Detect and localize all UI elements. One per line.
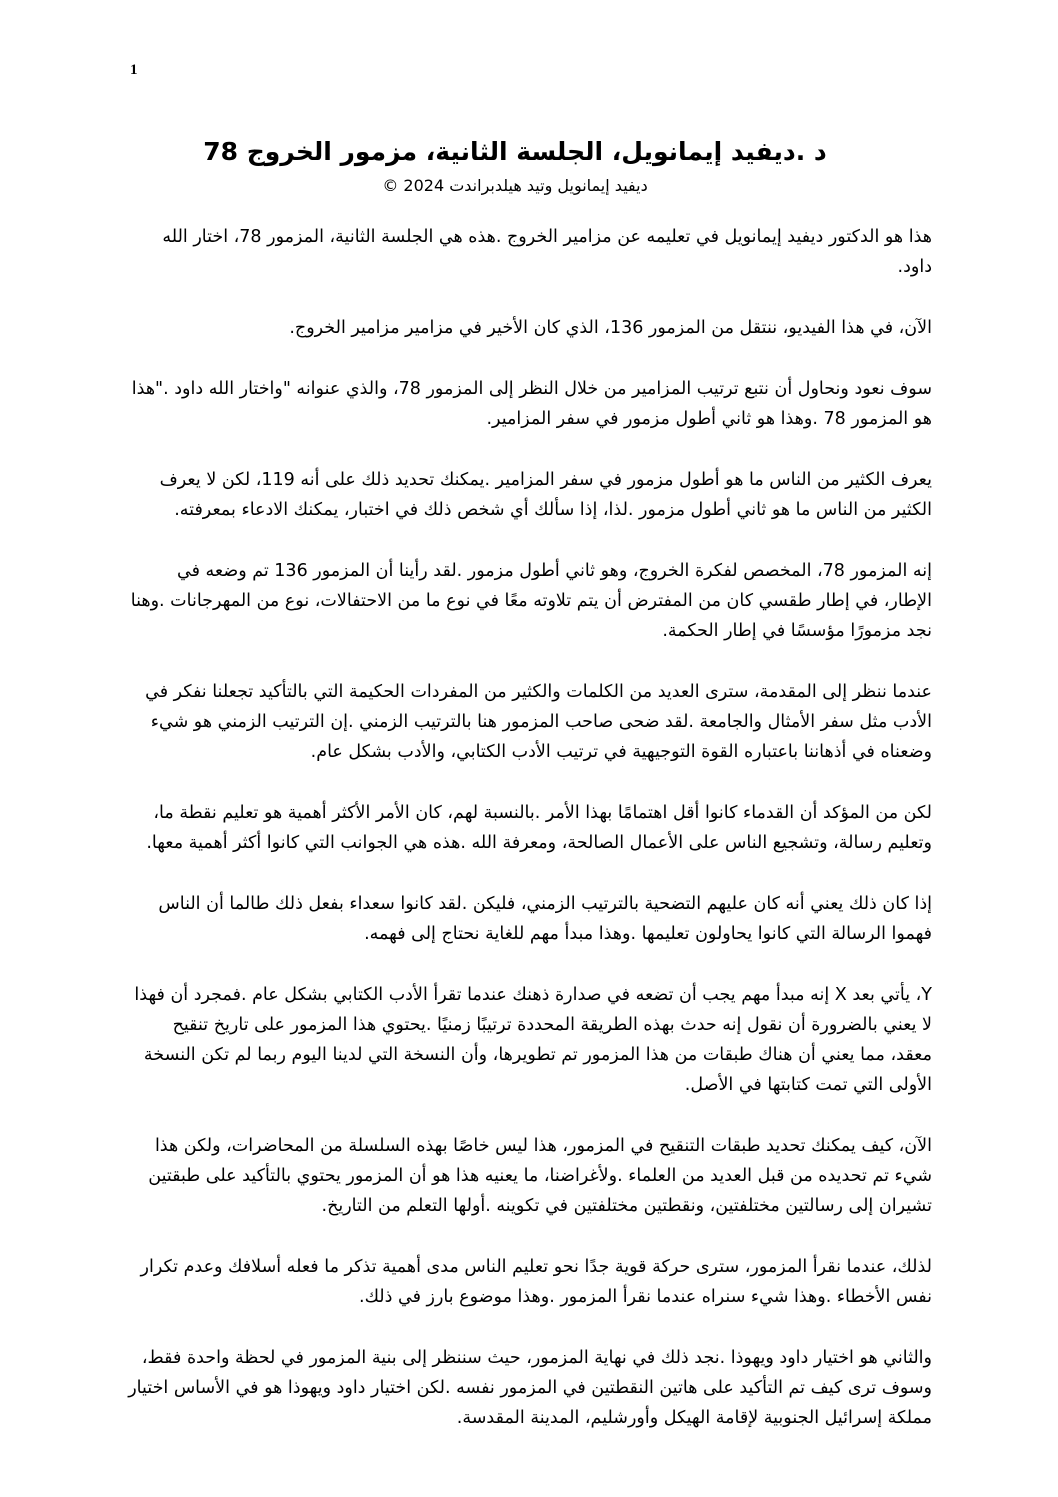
copyright-line: ديفيد إيمانويل وتيد هيلدبراندت 2024 © — [382, 176, 648, 195]
paragraph-5: إنه المزمور 78، المخصص لفكرة الخروج، وهو ثاني أطول مزمور .لقد رأينا أن المزمور 136 تم وضعه في الإطار، في إطار طقسي كان من المفترض أن يتم تلاوته معًا في نوع ما من الاحتفالات، نوع من المهرجانات .وهنا نجد مزمورًا مؤسسًا في إطار الحكمة. — [130, 561, 932, 641]
paragraph-4: يعرف الكثير من الناس ما هو أطول مزمور في سفر المزامير .يمكنك تحديد ذلك على أنه 119، لكن لا يعرف الكثير من الناس ما هو ثاني أطول مزمور .لذا، إذا سألك أي شخص ذلك في اختبار، يمكنك الادعاء بمعرفته. — [159, 470, 932, 520]
paragraph-11: لذلك، عندما نقرأ المزمور، سترى حركة قوية جدًا نحو تعليم الناس مدى أهمية تذكر ما فعله أسلافك وعدم تكرار نفس الأخطاء .وهذا شيء سنراه عندما نقرأ المزمور .وهذا موضوع بارز في ذلك. — [140, 1257, 932, 1307]
paragraph-8: إذا كان ذلك يعني أنه كان عليهم التضحية بالترتيب الزمني، فليكن .لقد كانوا سعداء بفعل ذلك طالما أن الناس فهموا الرسالة التي كانوا يحاولون تعليمها .وهذا مبدأ مهم للغاية نحتاج إلى فهمه. — [158, 894, 932, 944]
document-title: د .ديفيد إيمانويل، الجلسة الثانية، مزمور الخروج 78 — [203, 137, 827, 166]
paragraph-3: سوف نعود ونحاول أن نتبع ترتيب المزامير من خلال النظر إلى المزمور 78، والذي عنوانه "واختار الله داود ."هذا هو المزمور 78 .وهذا هو ثاني أطول مزمور في سفر المزامير. — [131, 379, 932, 429]
paragraph-10: الآن، كيف يمكنك تحديد طبقات التنقيح في المزمور، هذا ليس خاصًا بهذه السلسلة من المحاضرات، ولكن هذا شيء تم تحديده من قبل العديد من العلماء .ولأغراضنا، ما يعنيه هذا هو أن المزمور يحتوي بالتأكيد على طبقتين تشيران إلى رسالتين مختلفتين، ونقطتين مختلفتين في تكوينه .أولها التعلم من التاريخ. — [148, 1136, 932, 1216]
paragraph-2: الآن، في هذا الفيديو، ننتقل من المزمور 136، الذي كان الأخير في مزامير مزامير الخروج. — [289, 318, 932, 338]
paragraph-9: Y، يأتي بعد X إنه مبدأ مهم يجب أن تضعه في صدارة ذهنك عندما تقرأ الأدب الكتابي بشكل عام .فمجرد أن فهذا لا يعني بالضرورة أن نقول إنه حدث بهذه الطريقة المحددة ترتيبًا زمنيًا .يحتوي هذا المزمور على تاريخ تنقيح معقد، مما يعني أن هناك طبقات من هذا المزمور تم تطويرها، وأن النسخة التي لدينا اليوم ربما لم تكن النسخة الأولى التي تمت كتابتها في الأصل. — [134, 985, 932, 1095]
document-body — [128, 222, 932, 1464]
paragraph-7: لكن من المؤكد أن القدماء كانوا أقل اهتمامًا بهذا الأمر .بالنسبة لهم، كان الأمر الأكثر أهمية هو تعليم نقطة ما، وتعليم رسالة، وتشجيع الناس على الأعمال الصالحة، ومعرفة الله .هذه هي الجوانب التي كانوا أكثر أهمية معها. — [146, 803, 932, 853]
paragraph-12: والثاني هو اختيار داود ويهوذا .نجد ذلك في نهاية المزمور، حيث سننظر إلى بنية المزمور في لحظة واحدة فقط، وسوف ترى كيف تم التأكيد على هاتين النقطتين في المزمور نفسه .لكن اختيار داود ويهوذا هو في الأساس اختيار مملكة إسرائيل الجنوبية لإقامة الهيكل وأورشليم، المدينة المقدسة. — [128, 1348, 932, 1428]
paragraph-1: هذا هو الدكتور ديفيد إيمانويل في تعليمه عن مزامير الخروج .هذه هي الجلسة الثانية، المزمور 78، اختار الله داود. — [162, 227, 932, 277]
page-number: 1 — [130, 62, 138, 78]
paragraph-6: عندما ننظر إلى المقدمة، سترى العديد من الكلمات والكثير من المفردات الحكيمة التي بالتأكيد تجعلنا نفكر في الأدب مثل سفر الأمثال والجامعة .لقد ضحى صاحب المزمور هنا بالترتيب الزمني .إن الترتيب الزمني هو شيء وضعناه في أذهاننا باعتباره القوة التوجيهية في ترتيب الأدب الكتابي، والأدب بشكل عام. — [145, 682, 932, 762]
